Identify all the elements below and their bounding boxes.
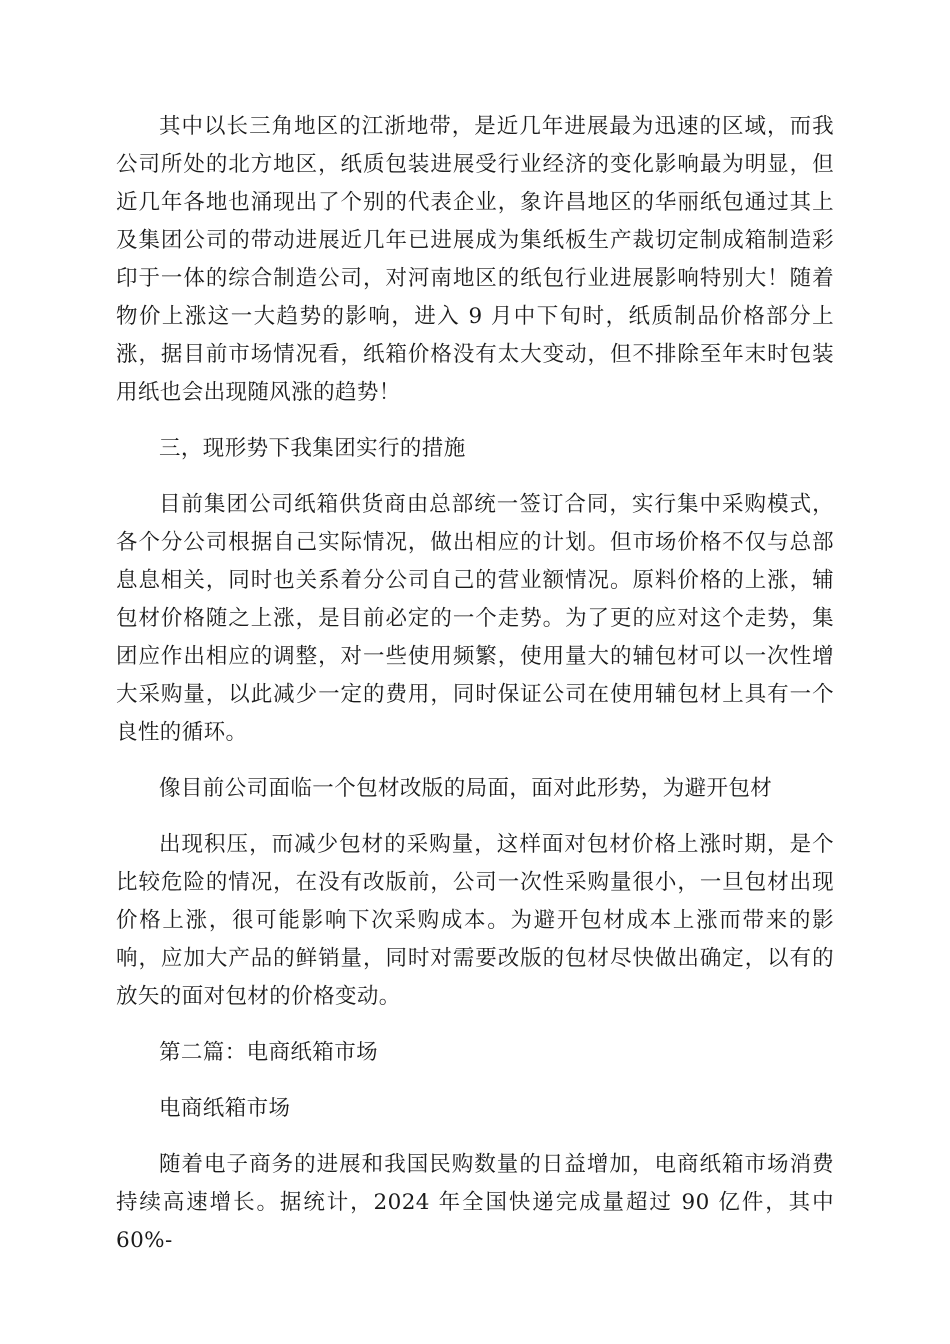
paragraph-market-regions: 其中以长三角地区的江浙地带，是近几年进展最为迅速的区域，而我公司所处的北方地区，纸质包装进展受行业经济的变化影响最为明显，但近几年各地也涌现出了个别的代表企业，象许昌地区的华丽纸包通过其上及集团公司的带动进展近几年已进展成为集纸板生产裁切定制成箱制造彩印于一体的综合制造公司，对河南地区的纸包行业进展影响特别大！随着物价上涨这一大趋势的影响，进入 9 月中下旬时，纸质制品价格部分上涨，据目前市场情况看，纸箱价格没有太大变动，但不排除至年末时包装用纸也会出现随风涨的趋势！ [116, 114, 834, 405]
paragraph-centralized-purchasing: 目前集团公司纸箱供货商由总部统一签订合同，实行集中采购模式，各个分公司根据自己实际情况，做出相应的计划。但市场价格不仅与总部息息相关，同时也关系着分公司自己的营业额情况。原料价格的上涨，辅包材价格随之上涨，是目前必定的一个走势。为了更的应对这个走势，集团应作出相应的调整，对一些使用频繁，使用量大的辅包材可以一次性增大采购量，以此减少一定的费用，同时保证公司在使用辅包材上具有一个良性的循环。 [116, 492, 834, 745]
paragraph-ecommerce-growth: 随着电子商务的进展和我国民购数量的日益增加，电商纸箱市场消费持续高速增长。据统计，2024 年全国快递完成量超过 90 亿件，其中 60%- [116, 1152, 834, 1253]
chapter-title-ecommerce: 电商纸箱市场 [159, 1096, 291, 1121]
section-heading-measures: 三，现形势下我集团实行的措施 [159, 436, 466, 461]
chapter-heading-second: 第二篇：电商纸箱市场 [159, 1040, 379, 1065]
paragraph-packaging-revision: 像目前公司面临一个包材改版的局面，面对此形势，为避开包材 [159, 776, 773, 801]
paragraph-packaging-stock: 出现积压，而减少包材的采购量，这样面对包材价格上涨时期，是个比较危险的情况，在没有改版前，公司一次性采购量很小，一旦包材出现价格上涨，很可能影响下次采购成本。为避开包材成本上涨而带来的影响，应加大产品的鲜销量，同时对需要改版的包材尽快做出确定，以有的放矢的面对包材的价格变动。 [116, 832, 834, 1009]
document-body [116, 108, 834, 1278]
